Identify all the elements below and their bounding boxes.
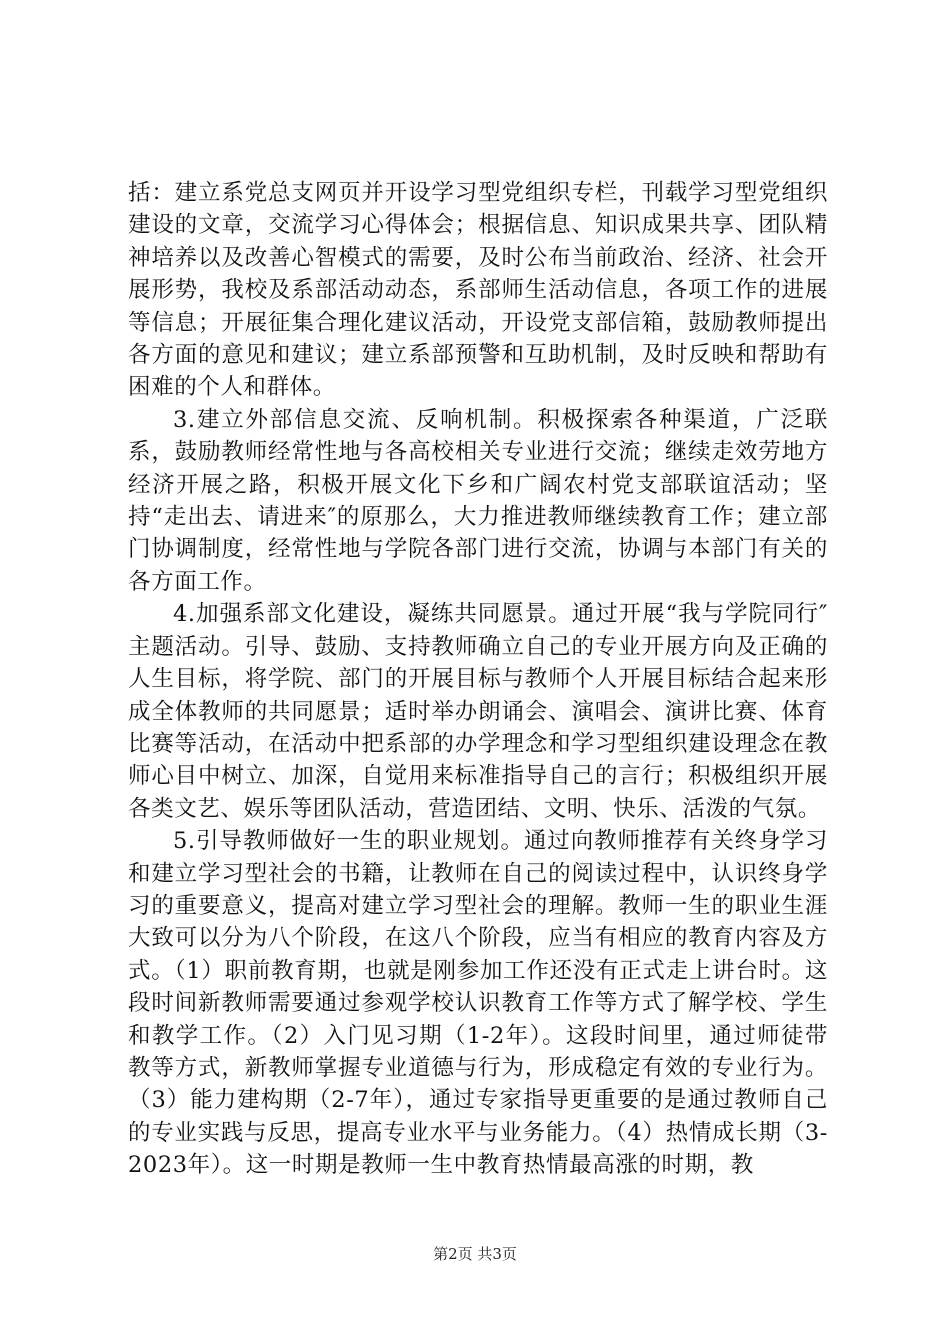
paragraph-continuation: 括：建立系党总支网页并开设学习型党组织专栏，刊载学习型党组织建设的文章，交流学习心得体会；根据信息、知识成果共享、团队精神培养以及改善心智模式的需要，及时公布当前政治、经济、社会开展形势，我校及系部活动动态，系部师生活动信息，各项工作的进展等信息；开展征集合理化建议活动，开设党支部信箱，鼓励教师提出各方面的意见和建议；建立系部预警和互助机制，及时反映和帮助有困难的个人和群体。 xyxy=(128,180,828,401)
paragraph-5-career-planning: 5.引导教师做好一生的职业规划。通过向教师推荐有关终身学习和建立学习型社会的书籍，让教师在自己的阅读过程中，认识终身学习的重要意义，提高对建立学习型社会的理解。教师一生的职业生涯大致可以分为八个阶段，在这八个阶段，应当有相应的教育内容及方式。（1）职前教育期，也就是刚参加工作还没有正式走上讲台时。这段时间新教师需要通过参观学校认识教育工作等方式了解学校、学生和教学工作。（2）入门见习期（1-2年）。这段时间里，通过师徒带教等方式，新教师掌握专业道德与行为，形成稳定有效的专业行为。（3）能力建构期（2-7年），通过专家指导更重要的是通过教师自己的专业实践与反思，提高专业水平与业务能力。（4）热情成长期（3-2023年）。这一时期是教师一生中教育热情最高涨的时期，教 xyxy=(128,828,828,1179)
paragraph-4-culture-building: 4.加强系部文化建设，凝练共同愿景。通过开展“我与学院同行″主题活动。引导、鼓励、支持教师确立自己的专业开展方向及正确的人生目标，将学院、部门的开展目标与教师个人开展目标结合起来形成全体教师的共同愿景；适时举办朗诵会、演唱会、演讲比赛、体育比赛等活动，在活动中把系部的办学理念和学习型组织建设理念在教师心目中树立、加深，自觉用来标准指导自己的言行；积极组织开展各类文艺、娱乐等团队活动，营造团结、文明、快乐、活泼的气氛。 xyxy=(128,601,828,822)
document-body xyxy=(128,177,828,1182)
paragraph-3-external-exchange: 3.建立外部信息交流、反响机制。积极探索各种渠道，广泛联系，鼓励教师经常性地与各高校相关专业进行交流；继续走效劳地方经济开展之路，积极开展文化下乡和广阔农村党支部联谊活动；坚持“走出去、请进来″的原那么，大力推进教师继续教育工作；建立部门协调制度，经常性地与学院各部门进行交流，协调与本部门有关的各方面工作。 xyxy=(128,406,828,595)
page-footer: 第2页 共3页 xyxy=(433,1245,517,1263)
